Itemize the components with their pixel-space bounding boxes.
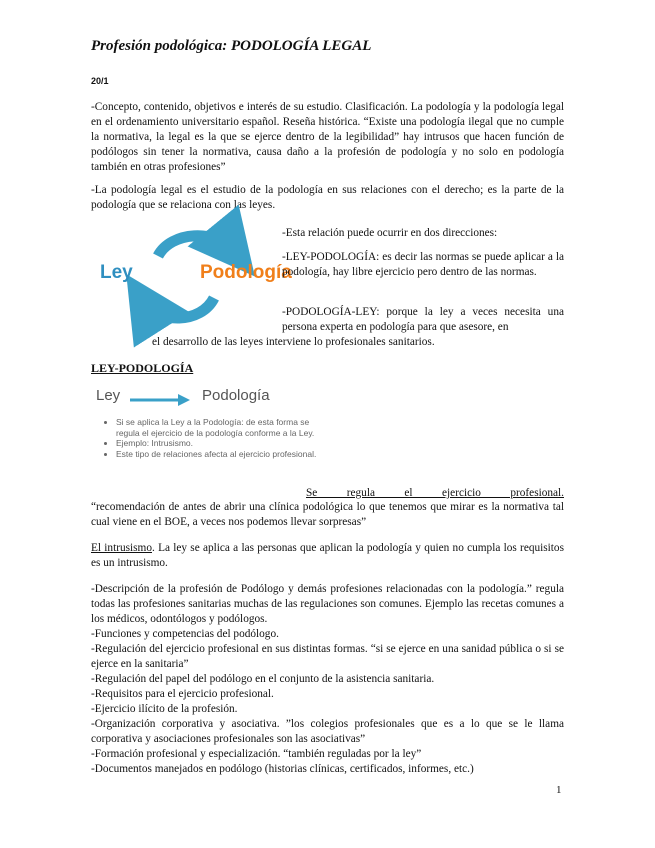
slide-bullet-list xyxy=(92,417,326,459)
list-item: -Regulación del papel del podólogo en el conjunto de la asistencia sanitaria. xyxy=(91,673,435,685)
diagram-ley-label: Ley xyxy=(100,262,133,283)
slide-bullet: • Ejemplo: Intrusismo. xyxy=(116,438,326,449)
list-item: -Funciones y competencias del podólogo. xyxy=(91,628,279,640)
relation-ley-podologia: -LEY-PODOLOGÍA: es decir las normas se puede aplicar a la podología, hay libre ejercicio pero dentro de las normas. xyxy=(282,251,564,278)
intrusismo-paragraph xyxy=(91,541,564,571)
cycle-arrow-top xyxy=(158,236,234,256)
relation-podologia-ley: -PODOLOGÍA-LEY: porque la ley a veces necesita una persona experta en podología para que asesore, en xyxy=(282,306,564,333)
diagram-podologia-label: Podología xyxy=(200,262,292,283)
list-item: -Organización corporativa y asociativa. ”los colegios profesionales que es a lo que se le llama corporativa y asociaciones profesionales son las asociativas” xyxy=(91,718,564,745)
list-item: -Regulación del ejercicio profesional en sus distintas formas. “si se ejerce en una sanidad pública o si se ejerce en la sanitaria” xyxy=(91,643,564,670)
topics-list xyxy=(91,582,564,777)
document-title: Profesión podológica: PODOLOGÍA LEGAL xyxy=(91,38,372,54)
arrow-right-icon xyxy=(130,394,190,406)
slide-ley-label: Ley xyxy=(96,387,121,404)
slide-podologia-label: Podología xyxy=(202,387,270,404)
list-item: -Formación profesional y especialización. “también reguladas por la ley” xyxy=(91,748,422,760)
date-label: 20/1 xyxy=(91,76,109,86)
intro-paragraph: -Concepto, contenido, objetivos e interés de su estudio. Clasificación. La podología y la podología legal en el ordenamiento universitario español. Reseña histórica. “Existe una podología ilegal que no cumple la normativa, la legal es la que se ejerce dentro de la legibilidad” hay intrusos que hacen función de podólogos sin tener la normativa, causa daño a la profesión de podología y no solo en podología también en otras profesiones” xyxy=(91,101,564,173)
page-number: 1 xyxy=(556,784,562,796)
intrusismo-label: El intrusismo xyxy=(91,542,152,554)
cycle-arrow-bottom xyxy=(144,298,214,318)
ley-podologia-slide xyxy=(92,385,322,485)
relation-intro: -Esta relación puede ocurrir en dos direcciones: xyxy=(282,227,498,239)
definition-paragraph: -La podología legal es el estudio de la podología en sus relaciones con el derecho; es la parte de la podología que se relaciona con las leyes. xyxy=(91,184,564,211)
list-item: -Documentos manejados en podólogo (historias clínicas, certificados, informes, etc.) xyxy=(91,763,474,775)
regula-underlined: Se regula el ejercicio profesional. xyxy=(306,487,564,499)
list-item: -Requisitos para el ejercicio profesional. xyxy=(91,688,274,700)
relation-podologia-ley-continued: el desarrollo de las leyes interviene lo profesionales sanitarios. xyxy=(152,336,435,348)
regula-paragraph: “recomendación de antes de abrir una clínica podológica lo que tenemos que mirar es la normativa tal cual viene en el BOE, a veces nos podemos llevar sorpresas” xyxy=(91,501,564,528)
section-heading: LEY-PODOLOGÍA xyxy=(91,361,194,375)
list-item: -Descripción de la profesión de Podólogo y demás profesiones relacionadas con la podología.” regula todas las profesiones sanitarias muchas de las regulaciones son comunes. Ejemplo las recetas comunes a los médicos, odontólogos y podólogos. xyxy=(91,583,564,625)
slide-bullet: • Este tipo de relaciones afecta al ejercicio profesional. xyxy=(116,449,326,460)
list-item: -Ejercicio ilícito de la profesión. xyxy=(91,703,238,715)
ley-podologia-cycle-diagram xyxy=(96,226,292,330)
intrusismo-text: . La ley se aplica a las personas que aplican la podología y quien no cumpla los requisitos es un intrusismo. xyxy=(91,542,564,569)
slide-bullet: • Si se aplica la Ley a la Podología: de esta forma se regula el ejercicio de la podología conforme a la Ley. xyxy=(116,417,326,438)
